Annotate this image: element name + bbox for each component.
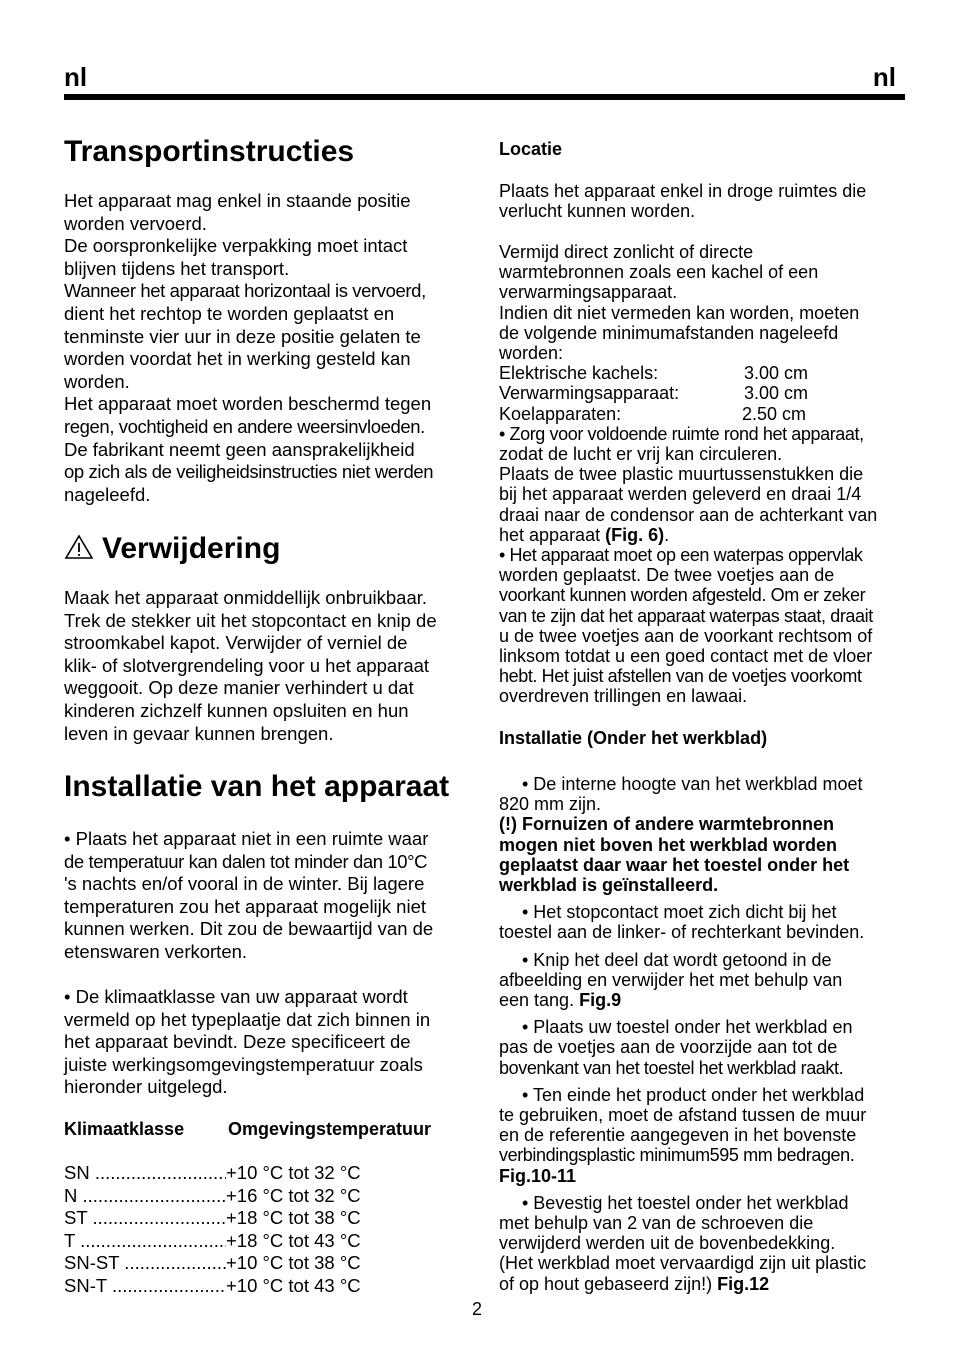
install-title: Installatie van het apparaat: [64, 770, 450, 803]
transport-line: nageleefd.: [64, 483, 151, 505]
figure-reference: Fig.12: [717, 1273, 770, 1294]
distance-value: 2.50 cm: [742, 403, 807, 424]
builtin-line: • De interne hoogte van het werkblad moet: [522, 774, 863, 794]
disposal-line: leven in gevaar kunnen brengen.: [64, 722, 334, 744]
climate-row: [64, 1162, 361, 1185]
location-line: verlucht kunnen worden.: [499, 201, 696, 222]
distance-value: 3.00 cm: [744, 383, 809, 404]
page-number: 2: [471, 1299, 482, 1319]
transport-line: op zich als de veiligheidsinstructies niet werden: [64, 461, 434, 483]
climate-range: +16 °C tot 32 °C: [226, 1184, 361, 1206]
distance-label: Verwarmingsapparaat:: [499, 383, 680, 404]
install-line: kunnen werken. Dit zou de bewaartijd van de: [64, 918, 434, 940]
disposal-line: klik- of slotvergrendeling voor u het apparaat: [64, 654, 430, 676]
figure-reference: (Fig. 6): [605, 524, 665, 545]
location-line: linksom totdat u een goed contact met de vloer: [499, 646, 873, 667]
location-title: Locatie: [499, 139, 563, 159]
builtin-line: afbeelding en verwijder het met behulp van: [499, 969, 843, 990]
climate-table-head: [64, 1118, 431, 1140]
location-line: [499, 525, 909, 545]
ambient-temp-header: Omgevingstemperatuur: [228, 1119, 432, 1139]
location-body: [499, 242, 909, 707]
location-line: u de twee voetjes aan de voorkant rechtsom of: [499, 625, 873, 646]
install-line: het apparaat bevindt. Deze specificeert de: [64, 1031, 411, 1053]
location-line: worden geplaatst. De twee voetjes aan de: [499, 565, 835, 586]
install-line: • De klimaatklasse van uw apparaat wordt: [64, 986, 408, 1007]
builtin-line: [499, 990, 909, 1010]
install-para-2: [64, 986, 484, 1099]
climate-row: [64, 1230, 361, 1253]
transport-line: Het apparaat mag enkel in staande positie: [64, 190, 411, 211]
climate-range: +10 °C tot 43 °C: [226, 1274, 361, 1296]
builtin-warning-line: werkblad is geïnstalleerd.: [499, 875, 719, 896]
builtin-line: pas de voetjes aan de voorzijde aan tot de: [499, 1037, 838, 1058]
location-line: worden:: [499, 343, 564, 364]
builtin-text: een tang.: [499, 990, 580, 1011]
climate-class: SN .....: [64, 1162, 226, 1185]
climate-row: [64, 1207, 361, 1230]
location-line: hebt. Het juist afstellen van de voetjes voorkomt: [499, 666, 862, 687]
builtin-warning-line: mogen niet boven het werkblad worden: [499, 834, 838, 855]
install-line: 's nachts en/of vooral in de winter. Bij lagere: [64, 873, 425, 895]
distance-value: 3.00 cm: [744, 363, 809, 384]
location-line: warmtebronnen zoals een kachel of een: [499, 262, 819, 283]
location-line: • Zorg voor voldoende ruimte rond het apparaat,: [499, 423, 864, 444]
location-line: zodat de lucht er vrij kan circuleren.: [499, 444, 783, 465]
builtin-line: • Plaats uw toestel onder het werkblad en: [522, 1017, 853, 1038]
builtin-line: [499, 1274, 909, 1294]
builtin-line: • Ten einde het product onder het werkblad: [522, 1084, 865, 1105]
climate-range: +10 °C tot 38 °C: [226, 1252, 361, 1274]
transport-line: worden.: [64, 370, 130, 392]
install-line: hieronder uitgelegd.: [64, 1076, 228, 1098]
disposal-title: Verwijdering: [102, 532, 281, 565]
climate-class: SN-T .....: [64, 1275, 226, 1298]
transport-line: Wanneer het apparaat horizontaal is vervoerd,: [64, 280, 426, 302]
disposal-line: Maak het apparaat onmiddellijk onbruikbaar.: [64, 587, 428, 608]
climate-row: [64, 1275, 361, 1298]
climate-range: +10 °C tot 32 °C: [226, 1162, 361, 1183]
figure-reference: Fig.10-11: [499, 1165, 577, 1186]
climate-class: ST .....: [64, 1207, 226, 1230]
transport-line: De oorspronkelijke verpakking moet intact: [64, 235, 408, 257]
builtin-line: • Bevestig het toestel onder het werkblad: [522, 1192, 849, 1213]
location-intro: [499, 181, 909, 221]
distance-row: [499, 383, 909, 403]
location-line: draai naar de condensor aan de achterkant van: [499, 504, 878, 525]
transport-line: blijven tijdens het transport.: [64, 257, 290, 279]
builtin-line: 820 mm zijn.: [499, 794, 602, 815]
distance-label: Koelapparaten:: [499, 403, 622, 424]
transport-line: De fabrikant neemt geen aansprakelijkheid: [64, 438, 415, 460]
builtin-warning-line: geplaatst daar waar het toestel onder het: [499, 854, 850, 875]
transport-line: worden vervoerd.: [64, 212, 207, 234]
location-line: verwarmingsapparaat.: [499, 282, 678, 303]
distance-label: Elektrische kachels:: [499, 363, 659, 384]
distance-row: [499, 404, 909, 424]
transport-line: dient het rechtop te worden geplaatst en: [64, 302, 395, 324]
builtin-title: Installatie (Onder het werkblad): [499, 728, 768, 748]
builtin-line: te gebruiken, moet de afstand tussen de muur: [499, 1105, 867, 1126]
header-language-right: nl: [872, 62, 896, 92]
location-text: .: [664, 524, 670, 545]
builtin-line: en de referentie aangegeven in het bovenste: [499, 1125, 857, 1146]
transport-line: Het apparaat moet worden beschermd tegen: [64, 393, 432, 415]
builtin-warning-line: (!) Fornuizen of andere warmtebronnen: [499, 814, 835, 835]
transport-body: [64, 190, 484, 506]
transport-line: worden voordat het in werking gesteld kan: [64, 348, 411, 370]
climate-class: T .....: [64, 1230, 226, 1253]
disposal-line: kinderen zichzelf kunnen opsluiten en hun: [64, 699, 409, 721]
climate-row: [64, 1185, 361, 1208]
builtin-line: met behulp van 2 van de schroeven die: [499, 1213, 814, 1234]
location-line: Plaats het apparaat enkel in droge ruimtes die: [499, 181, 867, 201]
install-line: juiste werkingsomgevingstemperatuur zoals: [64, 1053, 423, 1075]
header-rule: [64, 94, 905, 100]
builtin-line: bovenkant van het toestel het werkblad raakt.: [499, 1057, 844, 1078]
install-line: temperaturen zou het apparaat mogelijk niet: [64, 895, 426, 917]
climate-class: SN-ST .....: [64, 1252, 226, 1275]
builtin-line: toestel aan de linker- of rechterkant bevinden.: [499, 922, 865, 943]
install-para-1: [64, 828, 484, 964]
climate-range: +18 °C tot 38 °C: [226, 1207, 361, 1229]
disposal-line: Trek de stekker uit het stopcontact en knip de: [64, 609, 437, 631]
disposal-line: stroomkabel kapot. Verwijder of verniel de: [64, 632, 408, 654]
builtin-body: [499, 774, 909, 1294]
location-line: van te zijn dat het apparaat waterpas staat, draait: [499, 605, 873, 626]
builtin-line: (Het werkblad moet vervaardigd zijn uit plastic: [499, 1253, 867, 1274]
location-line: Vermijd direct zonlicht of directe: [499, 242, 754, 262]
builtin-text: of op hout gebaseerd zijn!): [499, 1273, 718, 1294]
transport-title: Transportinstructies: [64, 135, 355, 168]
location-text: het apparaat: [499, 524, 606, 545]
location-line: Indien dit niet vermeden kan worden, moeten: [499, 302, 860, 323]
builtin-line: verwijderd werden uit de bovenbedekking.: [499, 1233, 836, 1254]
climate-range: +18 °C tot 43 °C: [226, 1229, 361, 1251]
distance-row: [499, 363, 909, 383]
transport-line: tenminste vier uur in deze positie gelaten te: [64, 325, 421, 347]
header-language-left: nl: [64, 62, 88, 92]
disposal-line: weggooit. Op deze manier verhindert u dat: [64, 677, 414, 699]
builtin-line: verbindingsplastic minimum595 mm bedragen.: [499, 1145, 855, 1166]
transport-line: regen, vochtigheid en andere weersinvloeden.: [64, 415, 425, 437]
location-line: de volgende minimumafstanden nageleefd: [499, 322, 839, 343]
location-line: • Het apparaat moet op een waterpas oppervlak: [499, 545, 863, 566]
climate-class-header: Klimaatklasse: [64, 1119, 185, 1139]
location-line: voorkant kunnen worden afgesteld. Om er zeker: [499, 585, 866, 606]
location-line: overdreven trillingen en lawaai.: [499, 686, 748, 707]
disposal-title-row: [64, 531, 280, 569]
install-line: vermeld op het typeplaatje dat zich binnen in: [64, 1008, 431, 1030]
builtin-line: • Knip het deel dat wordt getoond in de: [522, 949, 832, 970]
install-line: etenswaren verkorten.: [64, 940, 248, 962]
location-line: bij het apparaat werden geleverd en draai 1/4: [499, 484, 862, 505]
builtin-line: • Het stopcontact moet zich dicht bij het: [522, 902, 837, 923]
install-line: • Plaats het apparaat niet in een ruimte waar: [64, 828, 429, 849]
climate-table: [64, 1162, 361, 1298]
location-line: Plaats de twee plastic muurtussenstukken die: [499, 464, 864, 485]
disposal-body: [64, 587, 484, 745]
install-line: de temperatuur kan dalen tot minder dan 10°C: [64, 850, 428, 872]
warning-triangle-icon: [64, 533, 94, 569]
climate-class: N .....: [64, 1185, 226, 1208]
climate-row: [64, 1252, 361, 1275]
figure-reference: Fig.9: [579, 990, 622, 1011]
